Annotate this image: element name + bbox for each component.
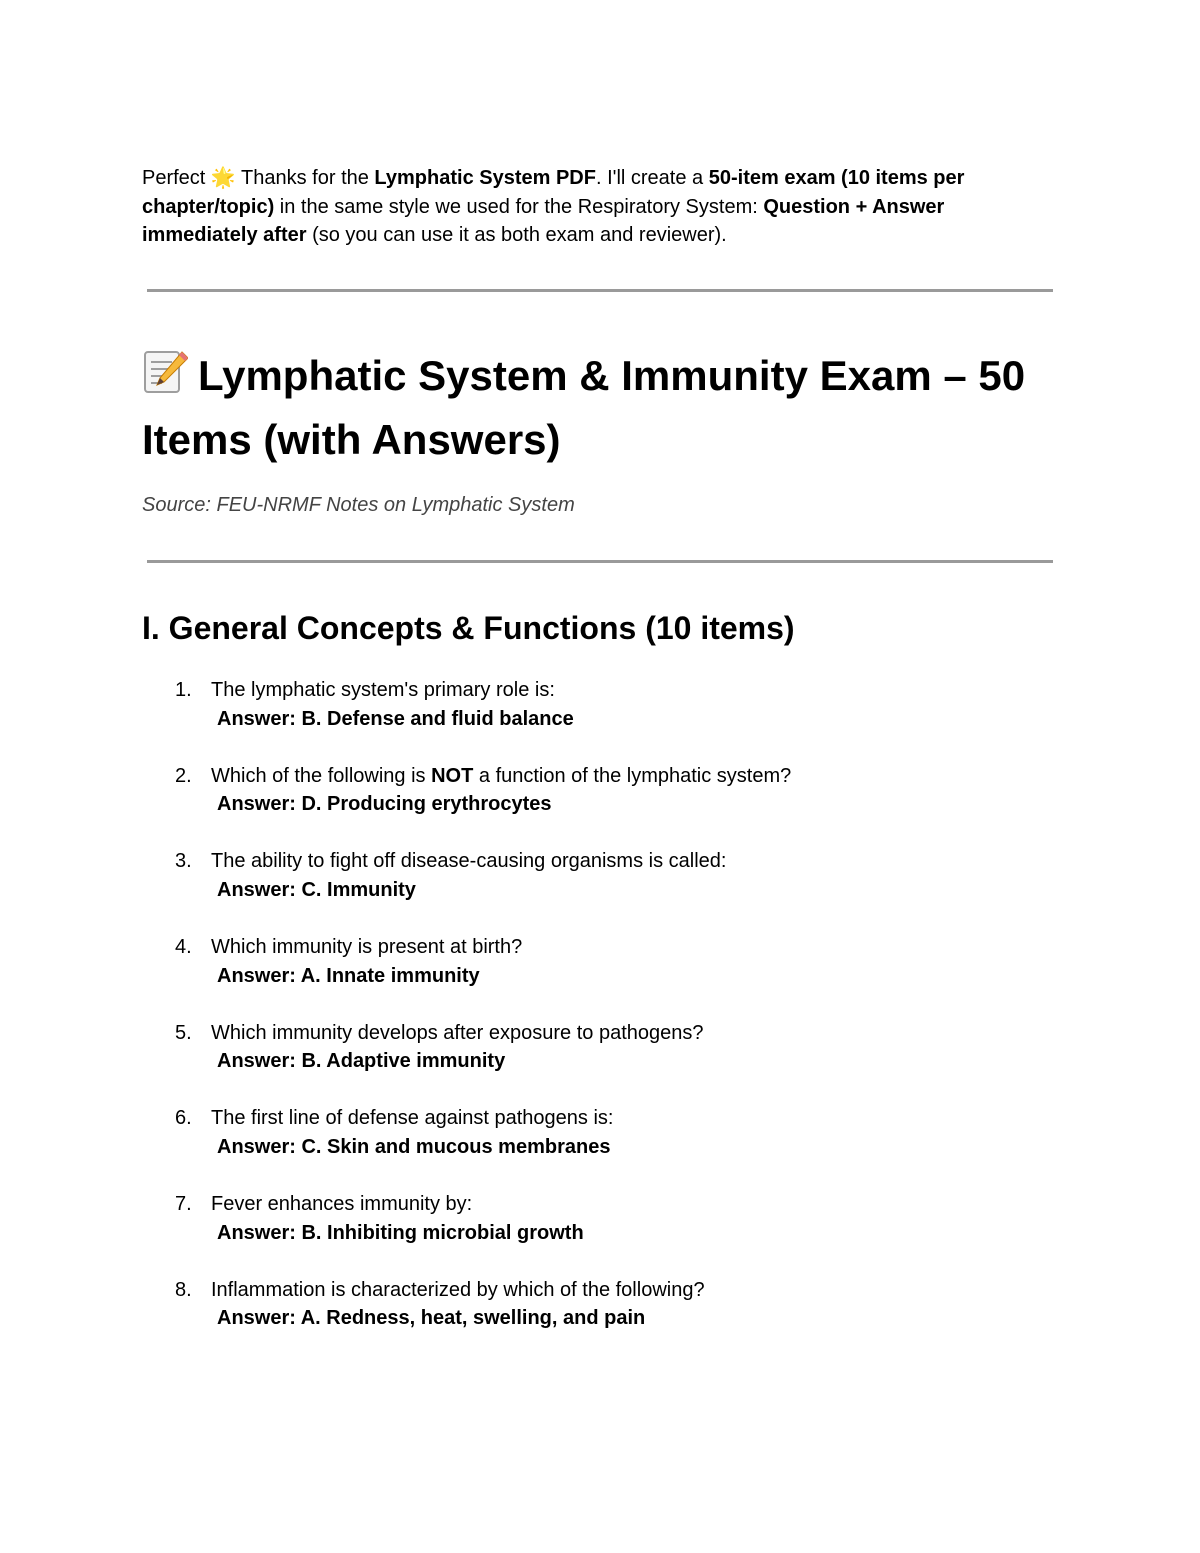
- sparkle-star-icon: 🌟: [210, 167, 236, 189]
- answer-text: Answer: A. Redness, heat, swelling, and pain: [217, 1307, 646, 1330]
- intro-text-4: in the same style we used for the Respiratory System:: [274, 195, 764, 218]
- question-number: 4.: [175, 936, 192, 959]
- intro-text-1: Perfect: [142, 167, 206, 189]
- question-text: Which immunity is present at birth?: [211, 936, 523, 959]
- section-title: I. General Concepts & Functions (10 items): [142, 610, 795, 646]
- intro-text-5: (so you can use it as both exam and reviewer).: [306, 224, 727, 246]
- question-item: [142, 933, 1082, 1019]
- question-list: [142, 676, 1082, 1362]
- answer-text: Answer: C. Skin and mucous membranes: [217, 1135, 611, 1158]
- source-note: Source: FEU-NRMF Notes on Lymphatic System: [142, 494, 575, 516]
- question-text: The first line of defense against pathogens is:: [211, 1107, 614, 1130]
- question-item: [142, 1019, 1082, 1105]
- question-item: [142, 847, 1082, 933]
- question-text: The lymphatic system's primary role is:: [211, 679, 555, 701]
- exam-title: [142, 346, 1082, 470]
- answer-text: Answer: C. Immunity: [217, 878, 416, 901]
- question-item: [142, 1190, 1082, 1276]
- question-number: 3.: [175, 850, 192, 873]
- question-text: Fever enhances immunity by:: [211, 1193, 473, 1216]
- question-text: Inflammation is characterized by which of the following?: [211, 1278, 705, 1301]
- answer-text: Answer: B. Defense and fluid balance: [217, 707, 574, 730]
- question-text: Which immunity develops after exposure to pathogens?: [211, 1021, 704, 1044]
- question-item: [142, 676, 1082, 762]
- exam-title-text: Lymphatic System & Immunity Exam – 50 Items (with Answers): [142, 352, 1026, 463]
- intro-text-3: . I'll create a: [595, 167, 709, 189]
- answer-text: Answer: B. Adaptive immunity: [217, 1050, 506, 1073]
- intro-bold-format: Question + Answer immediately after: [142, 195, 945, 246]
- horizontal-divider: [147, 289, 1053, 292]
- answer-text: Answer: D. Producing erythrocytes: [217, 793, 552, 816]
- answer-text: Answer: B. Inhibiting microbial growth: [217, 1221, 584, 1244]
- question-number: 5.: [175, 1021, 192, 1044]
- horizontal-divider: [147, 560, 1053, 563]
- answer-text: Answer: A. Innate immunity: [217, 964, 480, 987]
- question-number: 6.: [175, 1107, 192, 1130]
- question-number: 7.: [175, 1193, 192, 1216]
- question-item: [142, 1104, 1082, 1190]
- intro-paragraph: [142, 164, 1062, 250]
- question-number: 8.: [175, 1278, 192, 1301]
- intro-bold-exam: 50-item exam (10 items per chapter/topic): [142, 167, 965, 218]
- question-number: 2.: [175, 764, 192, 787]
- intro-text-2: Thanks for the: [235, 167, 375, 189]
- question-item: [142, 1276, 1082, 1362]
- question-text: The ability to fight off disease-causing organisms is called:: [211, 850, 727, 873]
- question-item: [142, 762, 1082, 848]
- intro-bold-pdf: Lymphatic System PDF: [374, 167, 596, 189]
- question-number: 1.: [175, 679, 192, 701]
- pencil-memo-icon: [142, 348, 188, 410]
- question-text: Which of the following is NOT a function of the lymphatic system?: [211, 764, 792, 787]
